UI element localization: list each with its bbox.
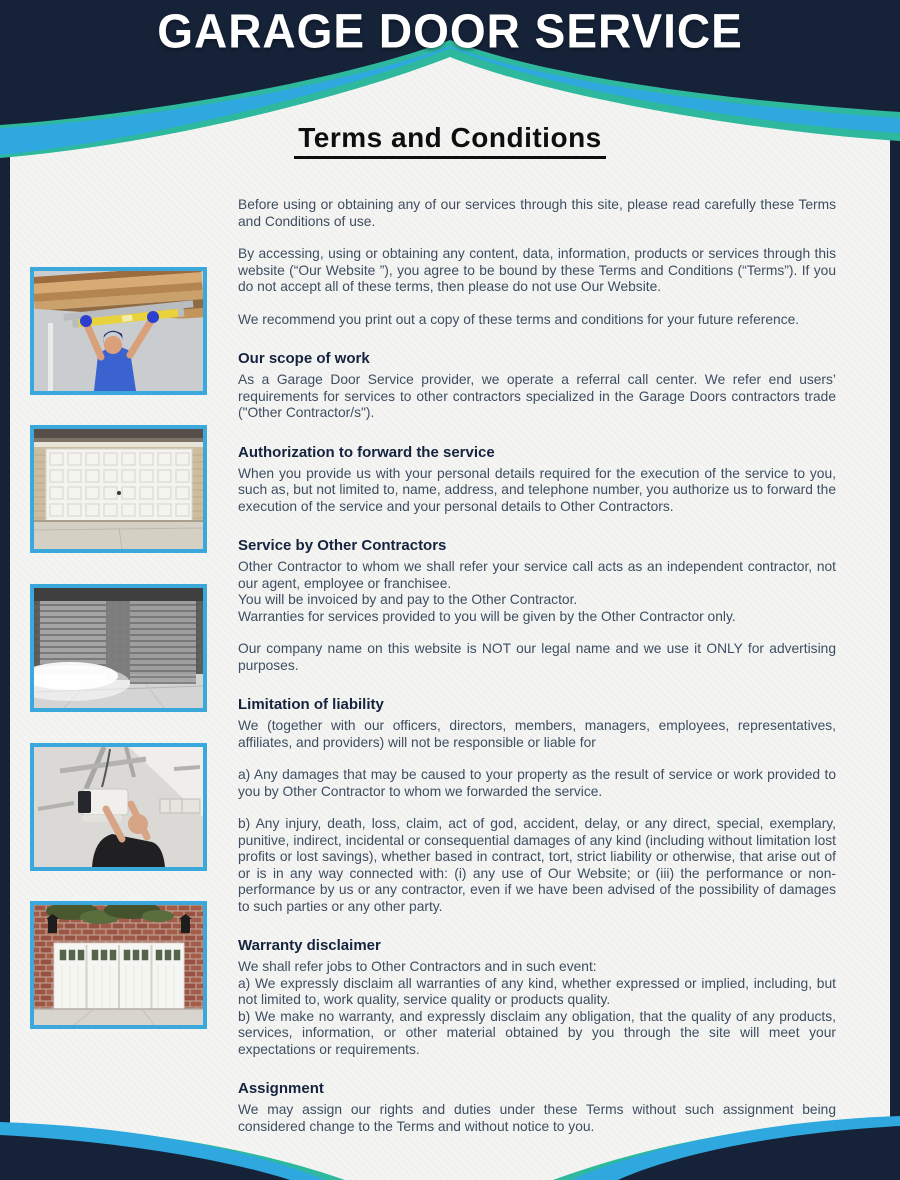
paragraph: a) We expressly disclaim all warranties of any kind, whether expressed or implied, including, but not limited to, work quality, service quality or products quality. xyxy=(238,975,836,1007)
paragraph: Warranties for services provided to you will be given by the Other Contractor only. xyxy=(238,608,736,624)
section-heading-scope: Our scope of work xyxy=(238,350,370,367)
photo-illustration xyxy=(34,905,203,1025)
photo-illustration xyxy=(34,429,203,549)
section-heading-authorization: Authorization to forward the service xyxy=(238,443,495,461)
site-title: GARAGE DOOR SERVICE xyxy=(157,3,743,59)
paragraph: You will be invoiced by and pay to the Other Contractor. xyxy=(238,592,578,607)
page-title-text: Terms and Conditions xyxy=(294,122,606,159)
paragraph: We shall refer jobs to Other Contractors and in such event: xyxy=(238,959,597,974)
section-heading-service: Service by Other Contractors xyxy=(238,537,447,554)
paragraph: As a Garage Door Service provider, we operate a referral call center. We refer end users’ requirements for services to other contractors specialized in the Garage Doors contractors trade ("Other Contractor/s"). xyxy=(238,372,836,420)
paragraph: a) Any damages that may be caused to your property as the result of service or work provided to you by Other Contractor to whom we forwarded the service. xyxy=(238,767,836,799)
paragraph: When you provide us with your personal details required for the execution of the service to you, such as, but not limited to, name, address, and telephone number, you authorize us to forward the execution of the service and your personal details to Other Contractors. xyxy=(238,465,836,514)
paragraph: Our company name on this website is NOT our legal name and we use it ONLY for advertising purposes. xyxy=(238,641,836,673)
page-title xyxy=(0,122,900,159)
terms-content xyxy=(238,197,836,1151)
paragraph-intro-1: Before using or obtaining any of our services through this site, please read carefully these Terms and Conditions of use. xyxy=(238,197,836,229)
paragraph: b) We make no warranty, and expressly disclaim any obligation, that the quality of any products, services, information, or other material obtained by you through the site will meet your expectations or requirements. xyxy=(238,1008,836,1057)
paragraph-intro-2: By accessing, using or obtaining any content, data, information, products or services through this website (“Our Website ”), you agree to be bound by these Terms and Conditions (“Terms”). If you do not accept all of these terms, then please do not use Our Website. xyxy=(238,246,836,294)
photo-technician-leveling xyxy=(30,267,207,395)
photo-white-garage-door xyxy=(30,425,207,553)
section-heading-warranty: Warranty disclaimer xyxy=(238,937,381,954)
section-heading-assignment: Assignment xyxy=(238,1080,324,1097)
photo-carriage-door xyxy=(30,901,207,1029)
photo-illustration xyxy=(34,747,203,867)
photo-opener-installation xyxy=(30,743,207,871)
photo-illustration xyxy=(34,271,203,391)
photo-roller-doors xyxy=(30,584,207,712)
paragraph-intro-3: We recommend you print out a copy of these terms and conditions for your future reference. xyxy=(238,311,800,327)
photo-illustration xyxy=(34,588,203,708)
paragraph: We may assign our rights and duties under these Terms without such assignment being considered change to the Terms and without notice to you. xyxy=(238,1102,836,1134)
paragraph: Other Contractor to whom we shall refer your service call acts as an independent contractor, not our agent, employee or franchisee. xyxy=(238,559,836,591)
paragraph: b) Any injury, death, loss, claim, act of god, accident, delay, or any direct, special, exemplary, punitive, indirect, incidental or consequential damages of any kind (including without limitation lost profits or lost savings), whether based in contract, tort, strict liability or otherwise, that arise out of or is in any way connected with: (i) any use of Our Website; or (iii) the performance or non-performance by us or any contractor, even if we have been advised of the possibility of damages to such parties or any other party. xyxy=(238,816,836,914)
paragraph: We (together with our officers, directors, members, managers, employees, representatives, affiliates, and providers) will not be responsible or liable for xyxy=(238,718,836,750)
section-heading-liability: Limitation of liability xyxy=(238,696,384,713)
